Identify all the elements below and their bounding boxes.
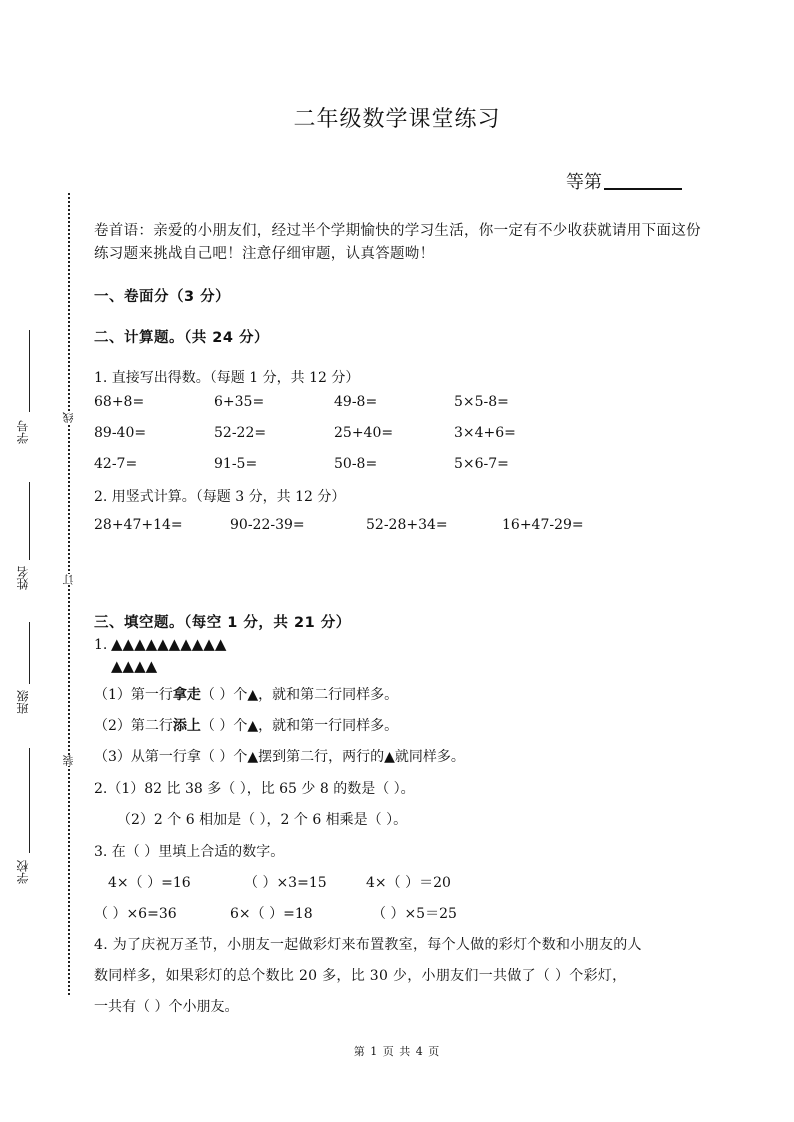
fill-q1-b-pre: （2）第二行 bbox=[94, 718, 173, 734]
vertical-calc-item: 52-28+34= bbox=[366, 517, 448, 533]
section-3-heading: 三、填空题。（每空 1 分，共 21 分） bbox=[94, 615, 351, 631]
calc-q1-title: 1. 直接写出得数。（每题 1 分，共 12 分） bbox=[94, 370, 360, 386]
calc-item: 5×5-8= bbox=[454, 394, 509, 410]
calc-item: 3×4+6= bbox=[454, 425, 516, 441]
calc-q2-title: 2. 用竖式计算。（每题 3 分，共 12 分） bbox=[94, 489, 346, 505]
class-label: 班级 bbox=[16, 690, 30, 714]
fill-q1-label: 1. bbox=[94, 637, 108, 653]
fill-q1-a-pre: （1）第一行 bbox=[94, 687, 173, 703]
fill-q1-b-bold: 添上 bbox=[172, 718, 201, 734]
grade-field bbox=[566, 168, 682, 194]
fill-item: （ ）×3=15 bbox=[244, 875, 327, 891]
fill-q1-a-post: （ ）个▲，就和第二行同样多。 bbox=[200, 687, 399, 703]
vertical-calc-item: 16+47-29= bbox=[502, 517, 584, 533]
cut-label-bind: 装 bbox=[62, 755, 75, 766]
school-label: 学校 bbox=[16, 860, 30, 884]
calc-item: 68+8= bbox=[94, 394, 145, 410]
class-line bbox=[29, 622, 30, 684]
calc-item: 6+35= bbox=[214, 394, 265, 410]
fill-q1-a bbox=[94, 684, 398, 704]
name-label: 姓名 bbox=[16, 566, 30, 590]
triangle-row-1: ▲▲▲▲▲▲▲▲▲▲ bbox=[111, 635, 227, 653]
calc-item: 89-40= bbox=[94, 425, 147, 441]
vertical-calc-item: 28+47+14= bbox=[94, 517, 183, 533]
cut-label-line: 线 bbox=[62, 412, 75, 423]
student-id-label: 学号 bbox=[16, 420, 30, 444]
section-2-heading: 二、计算题。（共 24 分） bbox=[94, 330, 270, 346]
fill-item: （ ）×5＝25 bbox=[372, 906, 457, 922]
calc-item: 25+40= bbox=[334, 425, 394, 441]
fill-q4-line-3: 一共有（ ）个小朋友。 bbox=[94, 999, 239, 1015]
cut-label-order: 订 bbox=[62, 574, 75, 585]
calc-item: 50-8= bbox=[334, 456, 378, 472]
fill-q2-a: 2.（1）82 比 38 多（ ），比 65 少 8 的数是（ ）。 bbox=[94, 781, 415, 797]
fill-q1-c: （3）从第一行拿（ ）个▲摆到第二行，两行的▲就同样多。 bbox=[94, 749, 465, 765]
fill-q2-b: （2）2 个 6 相加是（ ），2 个 6 相乘是（ ）。 bbox=[117, 812, 408, 828]
student-id-line bbox=[29, 330, 30, 412]
vertical-calc-item: 90-22-39= bbox=[230, 517, 305, 533]
fill-q4-line-2: 数同样多，如果彩灯的总个数比 20 多，比 30 少，小朋友们一共做了（ ）个彩灯， bbox=[94, 968, 627, 984]
fill-q3-title: 3. 在（ ）里填上合适的数字。 bbox=[94, 844, 285, 860]
fill-q1-b bbox=[94, 715, 398, 735]
calc-item: 42-7= bbox=[94, 456, 138, 472]
calc-item: 49-8= bbox=[334, 394, 378, 410]
fill-q1-a-bold: 拿走 bbox=[172, 687, 201, 703]
page-title: 二年级数学课堂练习 bbox=[293, 107, 501, 132]
fill-item: 4×（ ）=16 bbox=[108, 875, 191, 891]
grade-blank[interactable] bbox=[604, 170, 682, 190]
fill-item: （ ）×6=36 bbox=[94, 906, 177, 922]
intro-text: 卷首语：亲爱的小朋友们，经过半个学期愉快的学习生活，你一定有不少收获就请用下面这份练习题来挑战自己吧！注意仔细审题，认真答题呦！ bbox=[94, 223, 701, 262]
page-footer: 第 1 页 共 4 页 bbox=[353, 1045, 441, 1058]
binding-cut-line bbox=[68, 193, 70, 995]
triangle-row-2: ▲▲▲▲ bbox=[111, 657, 158, 675]
fill-item: 6×（ ）=18 bbox=[230, 906, 313, 922]
school-line bbox=[29, 748, 30, 853]
section-1-heading: 一、卷面分（3 分） bbox=[94, 289, 231, 305]
fill-q4-line-1: 4. 为了庆祝万圣节，小朋友一起做彩灯来布置教室，每个人做的彩灯个数和小朋友的人 bbox=[94, 937, 642, 953]
calc-item: 52-22= bbox=[214, 425, 267, 441]
calc-item: 91-5= bbox=[214, 456, 258, 472]
grade-label: 等第 bbox=[566, 172, 602, 193]
fill-q1-b-post: （ ）个▲，就和第一行同样多。 bbox=[200, 718, 399, 734]
calc-item: 5×6-7= bbox=[454, 456, 509, 472]
name-line bbox=[29, 482, 30, 560]
fill-item: 4×（ ）＝20 bbox=[366, 875, 451, 891]
